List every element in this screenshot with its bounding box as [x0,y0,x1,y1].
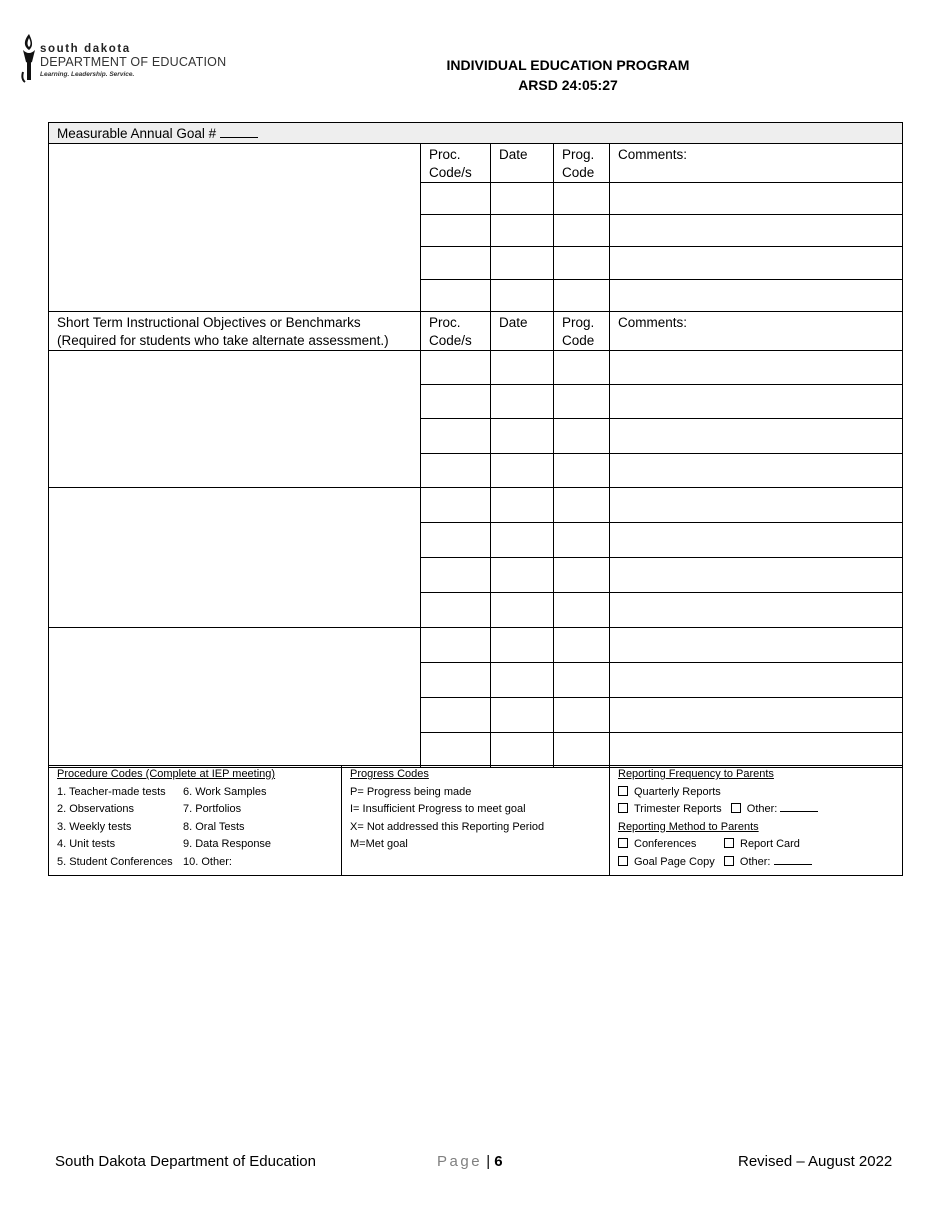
method-other-label: Other: [739,855,771,868]
proc-cell[interactable] [421,523,491,558]
procedure-code: 9. Data Response [183,838,272,850]
comments-cell[interactable] [610,663,903,698]
date-cell[interactable] [491,558,554,593]
quarterly-checkbox[interactable] [618,786,628,796]
goal-page-checkbox[interactable] [618,856,628,866]
procedure-code: 10. Other: [183,855,232,868]
proc-cell[interactable] [421,385,491,419]
objective-text-area[interactable] [49,488,421,628]
trimester-option [618,801,902,819]
proc-cell[interactable] [421,215,491,247]
date-cell[interactable] [491,593,554,628]
frequency-other-blank[interactable] [780,801,818,812]
frequency-other-checkbox[interactable] [731,803,741,813]
procedure-code: 7. Portfolios [183,803,242,815]
table-row [49,351,903,385]
date-cell[interactable] [491,247,554,280]
date-cell[interactable] [491,419,554,454]
procedure-code: 3. Weekly tests [57,820,132,833]
footer-revised: Revised – August 2022 [738,1153,893,1170]
date-cell[interactable] [491,523,554,558]
measurable-annual-goal-label [49,123,903,144]
quarterly-option [618,784,902,802]
procedure-code: 1. Teacher-made tests [57,785,166,798]
prog-cell[interactable] [554,280,610,312]
proc-cell[interactable] [421,593,491,628]
proc-cell[interactable] [421,698,491,733]
procedure-code: 2. Observations [57,803,135,815]
comments-cell[interactable] [610,733,903,768]
date-cell[interactable] [491,628,554,663]
torch-icon [20,32,40,84]
date-cell[interactable] [491,215,554,247]
frequency-other-label: Other: [746,803,778,815]
comments-cell[interactable] [610,454,903,488]
document-subtitle: ARSD 24:05:27 [518,77,618,93]
proc-cell[interactable] [421,628,491,663]
goal-header-row [49,123,903,144]
date-cell[interactable] [491,454,554,488]
goal-text-area[interactable] [49,144,421,312]
comments-cell[interactable] [610,351,903,385]
comments-cell[interactable] [610,593,903,628]
quarterly-label: Quarterly Reports [634,785,721,798]
date-cell[interactable] [491,488,554,523]
goal-number-blank[interactable] [220,125,258,138]
list-item [57,801,341,819]
conferences-label: Conferences [634,838,697,850]
progress-codes-cell [342,766,610,876]
procedure-code: 5. Student Conferences [57,855,173,868]
logo-line2: DEPARTMENT OF EDUCATION [40,55,227,69]
progress-codes-title: Progress Codes [350,768,429,780]
date-cell[interactable] [491,663,554,698]
procedure-codes-cell [49,766,342,876]
list-item [57,854,341,872]
col-comments: Comments: [610,144,903,183]
proc-cell[interactable] [421,558,491,593]
logo-line1: south dakota [40,43,131,55]
col-prog-code: Prog. Code [554,312,610,351]
prog-cell[interactable] [554,628,610,663]
prog-cell[interactable] [554,419,610,454]
col-date: Date [491,312,554,351]
proc-cell[interactable] [421,488,491,523]
goal-label-text: Measurable Annual Goal # [57,126,217,141]
comments-cell[interactable] [610,698,903,733]
goal-col-header-row [49,144,903,183]
report-card-label: Report Card [740,838,800,850]
date-cell[interactable] [491,183,554,215]
proc-cell[interactable] [421,454,491,488]
proc-cell[interactable] [421,247,491,280]
date-cell[interactable] [491,733,554,768]
table-row [49,488,903,523]
prog-cell[interactable] [554,454,610,488]
col-comments: Comments: [610,312,903,351]
reporting-cell [610,766,903,876]
trimester-checkbox[interactable] [618,803,628,813]
list-item [57,836,341,854]
proc-cell[interactable] [421,351,491,385]
prog-cell[interactable] [554,488,610,523]
progress-code: M=Met goal [350,838,408,850]
date-cell[interactable] [491,280,554,312]
objective-text-area[interactable] [49,628,421,768]
comments-cell[interactable] [610,523,903,558]
document-title: INDIVIDUAL EDUCATION PROGRAM [446,57,690,73]
prog-cell[interactable] [554,183,610,215]
proc-cell[interactable] [421,280,491,312]
prog-cell[interactable] [554,593,610,628]
codes-table [48,765,903,876]
comments-cell[interactable] [610,280,903,312]
method-option-row [618,854,902,872]
method-other-blank[interactable] [774,854,812,865]
report-card-checkbox[interactable] [724,838,734,848]
procedure-codes-title: Procedure Codes (Complete at IEP meeting) [57,768,276,780]
objective-text-area[interactable] [49,351,421,488]
table-row [49,628,903,663]
page-word: Page [437,1153,483,1170]
comments-cell[interactable] [610,488,903,523]
prog-cell[interactable] [554,558,610,593]
prog-cell[interactable] [554,698,610,733]
comments-cell[interactable] [610,558,903,593]
procedure-code: 6. Work Samples [183,785,267,798]
prog-cell[interactable] [554,215,610,247]
conferences-checkbox[interactable] [618,838,628,848]
prog-cell[interactable] [554,663,610,698]
goal-page-label: Goal Page Copy [634,855,715,868]
logo-tagline: Learning. Leadership. Service. [40,71,135,78]
col-proc-code: Proc. Code/s [421,312,491,351]
procedure-code: 4. Unit tests [57,838,116,850]
prog-cell[interactable] [554,385,610,419]
method-other-checkbox[interactable] [724,856,734,866]
comments-cell[interactable] [610,183,903,215]
prog-cell[interactable] [554,247,610,280]
comments-cell[interactable] [610,247,903,280]
comments-cell[interactable] [610,385,903,419]
col-date: Date [491,144,554,183]
comments-cell[interactable] [610,628,903,663]
col-prog-code: Prog. Code [554,144,610,183]
progress-code: I= Insufficient Progress to meet goal [350,803,526,815]
page-num: 6 [494,1153,503,1170]
date-cell[interactable] [491,698,554,733]
date-cell[interactable] [491,351,554,385]
reporting-frequency-title: Reporting Frequency to Parents [618,768,774,780]
method-option-row [618,836,902,854]
procedure-code: 8. Oral Tests [183,820,245,833]
list-item [57,784,341,802]
trimester-label: Trimester Reports [634,803,722,815]
col-proc-code: Proc. Code/s [421,144,491,183]
prog-cell[interactable] [554,733,610,768]
footer-page-number: Page | 6 [437,1153,503,1170]
progress-code: P= Progress being made [350,785,472,798]
proc-cell[interactable] [421,663,491,698]
objectives-label: Short Term Instructional Objectives or Benchmarks (Required for students who take alternate assessment.) [49,312,421,351]
date-cell[interactable] [491,385,554,419]
prog-cell[interactable] [554,351,610,385]
prog-cell[interactable] [554,523,610,558]
footer-organization: South Dakota Department of Education [55,1153,316,1170]
proc-cell[interactable] [421,183,491,215]
sd-doe-logo [20,32,235,84]
proc-cell[interactable] [421,419,491,454]
comments-cell[interactable] [610,215,903,247]
reporting-method-title: Reporting Method to Parents [618,820,759,833]
comments-cell[interactable] [610,419,903,454]
proc-cell[interactable] [421,733,491,768]
progress-code: X= Not addressed this Reporting Period [350,820,545,833]
list-item [57,819,341,837]
goal-table [48,122,903,768]
objectives-header-row [49,312,903,351]
